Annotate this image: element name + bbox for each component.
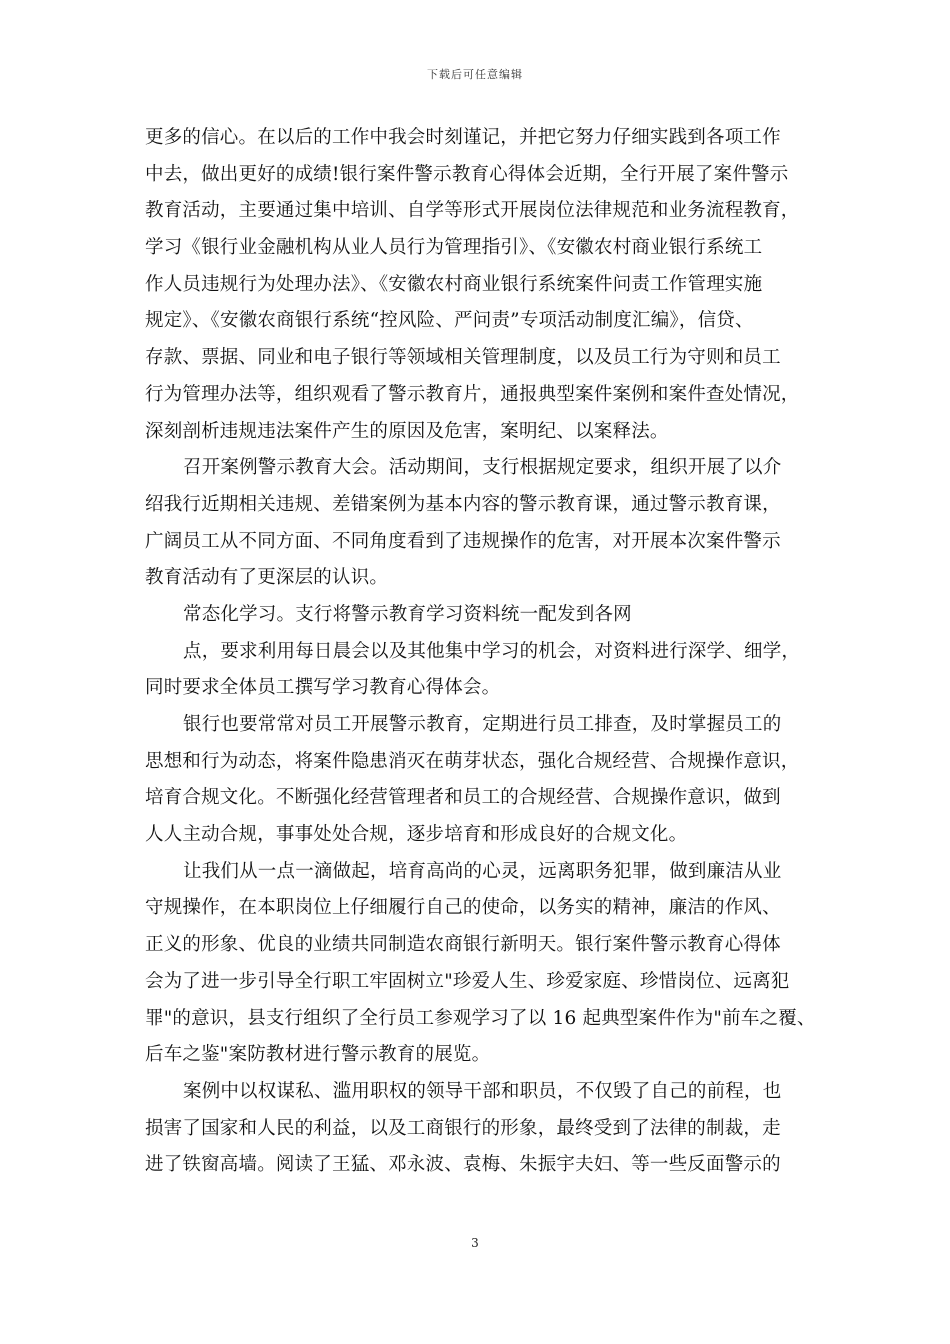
text-line: 存款、票据、同业和电子银行等领域相关管理制度，以及员工行为守则和员工 — [145, 347, 781, 369]
text-line: 正义的形象、优良的业绩共同制造农商银行新明天。银行案件警示教育心得体 — [145, 934, 781, 956]
text-line: 规定》、《安徽农商银行系统“控风险、严问责”专项活动制度汇编》，信贷、 — [145, 310, 754, 332]
text-line: 作人员违规行为处理办法》、《安徽农村商业银行系统案件问责工作管理实施 — [145, 273, 763, 295]
text-line: 广阔员工从不同方面、不同角度看到了违规操作的危害，对开展本次案件警示 — [145, 530, 781, 552]
text-line: 进了铁窗高墙。阅读了王猛、邓永波、袁梅、朱振宇夫妇、等一些反面警示的 — [145, 1154, 781, 1176]
text-line: 更多的信心。在以后的工作中我会时刻谨记，并把它努力仔细实践到各项工作 — [145, 127, 781, 148]
page-number: 3 — [471, 1236, 479, 1250]
text-line: 银行也要常常对员工开展警示教育，定期进行员工排查，及时掌握员工的 — [183, 714, 782, 735]
text-line: 后车之鉴"案防教材进行警示教育的展览。 — [145, 1044, 491, 1066]
text-line: 教育活动，主要通过集中培训、自学等形式开展岗位法律规范和业务流程教育， — [145, 200, 800, 222]
text-line: 让我们从一点一滴做起，培育高尚的心灵，远离职务犯罪，做到廉洁从业 — [183, 860, 782, 882]
text-line: 绍我行近期相关违规、差错案例为基本内容的警示教育课，通过警示教育课， — [145, 493, 781, 515]
text-line: 损害了国家和人民的利益，以及工商银行的形象，最终受到了法律的制裁，走 — [145, 1117, 781, 1139]
page-header: 下载后可任意编辑 — [427, 68, 523, 81]
document-body — [145, 120, 825, 1184]
text-line: 案例中以权谋私、滥用职权的领导干部和职员，不仅毁了自己的前程，也 — [183, 1080, 782, 1102]
text-line: 深刻剖析违规违法案件产生的原因及危害，案明纪、以案释法。 — [145, 420, 669, 442]
text-line: 中去，做出更好的成绩!银行案件警示教育心得体会近期，全行开展了案件警示 — [145, 163, 789, 185]
text-line: 点，要求利用每日晨会以及其他集中学习的机会，对资料进行深学、细学， — [183, 640, 801, 662]
text-line: 思想和行为动态，将案件隐患消灭在萌芽状态，强化合规经营、合规操作意识， — [145, 750, 800, 772]
text-line: 常态化学习。支行将警示教育学习资料统一配发到各网 — [183, 603, 632, 625]
text-line: 人人主动合规，事事处处合规，逐步培育和形成良好的合规文化。 — [145, 824, 688, 846]
text-line: 学习《银行业金融机构从业人员行为管理指引》、《安徽农村商业银行系统工 — [145, 237, 763, 259]
text-line: 培育合规文化。不断强化经营管理者和员工的合规经营、合规操作意识，做到 — [145, 787, 781, 809]
text-line: 召开案例警示教育大会。活动期间，支行根据规定要求，组织开展了以介 — [183, 457, 782, 479]
text-line: 教育活动有了更深层的认识。 — [145, 567, 389, 589]
text-line: 罪"的意识，县支行组织了全行员工参观学习了以 16 起典型案件作为"前车之覆、 — [145, 1007, 816, 1029]
text-line: 行为管理办法等，组织观看了警示教育片，通报典型案件案例和案件查处情况， — [145, 383, 800, 405]
text-line: 守规操作，在本职岗位上仔细履行自己的使命，以务实的精神，廉洁的作风、 — [145, 897, 781, 919]
text-line: 同时要求全体员工撰写学习教育心得体会。 — [145, 677, 501, 699]
text-line: 会为了进一步引导全行职工牢固树立"珍爱人生、珍爱家庭、珍惜岗位、远离犯 — [145, 970, 790, 992]
